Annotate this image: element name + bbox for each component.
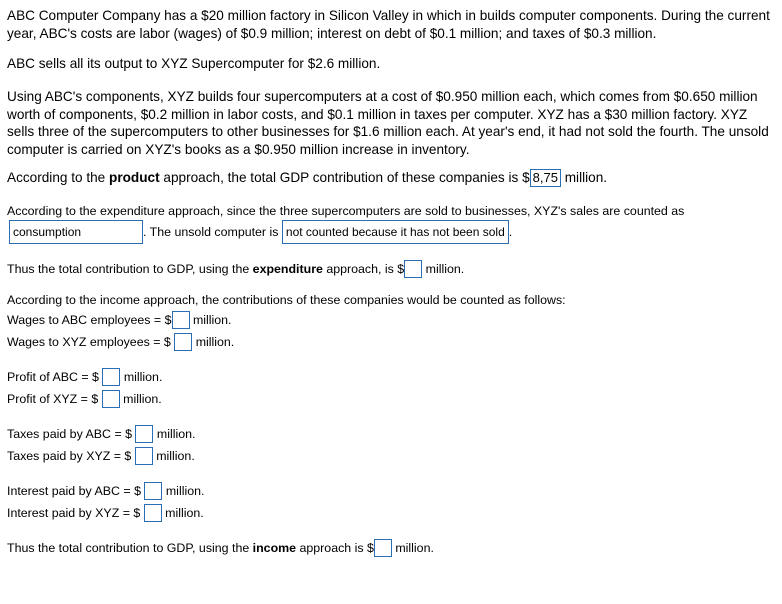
expenditure-end-text: . xyxy=(508,224,513,239)
profit-abc-suffix: million. xyxy=(120,369,163,384)
interest-abc-suffix: million. xyxy=(162,483,205,498)
product-bold: product xyxy=(109,170,160,186)
wages-abc-row xyxy=(7,311,232,329)
taxes-abc-label: Taxes paid by ABC = $ xyxy=(7,426,136,441)
exp-total-bold: expenditure xyxy=(252,261,323,276)
sales-counted-as-select[interactable]: consumption xyxy=(9,220,143,244)
wages-abc-label: Wages to ABC employees = $ xyxy=(7,312,172,327)
exp-total-suffix: million. xyxy=(422,261,465,276)
wages-xyz-row xyxy=(7,333,234,351)
interest-xyz-suffix: million. xyxy=(161,505,204,520)
expenditure-total-question xyxy=(7,260,464,278)
income-total-text-2: approach is $ xyxy=(296,540,374,555)
expenditure-total-input[interactable] xyxy=(404,260,422,278)
taxes-abc-suffix: million. xyxy=(153,426,196,441)
income-total-bold: income xyxy=(252,540,297,555)
profit-xyz-row xyxy=(7,390,162,408)
exp-total-text-2: approach, is $ xyxy=(322,261,405,276)
taxes-xyz-suffix: million. xyxy=(152,448,195,463)
xyz-paragraph: Using ABC's components, XYZ builds four supercomputers at a cost of $0.950 million each, which comes from $0.650 million worth of components, $0.2 million in labor costs, and $0.1 million in taxes per computer. XYZ has a $30 million factory. XYZ sells three of the supercomputers to other businesses for $1.6 million each. At year's end, it had not sold the fourth. The unsold computer is carried on XYZ's books as a $0.950 million increase in inventory. xyxy=(7,89,769,157)
taxes-abc-row xyxy=(7,425,195,443)
taxes-xyz-row xyxy=(7,447,195,465)
taxes-abc-input[interactable] xyxy=(135,425,153,443)
wages-xyz-suffix: million. xyxy=(192,334,235,349)
product-question xyxy=(7,169,607,187)
expenditure-selects xyxy=(9,220,512,244)
profit-abc-row xyxy=(7,368,162,386)
interest-xyz-label: Interest paid by XYZ = $ xyxy=(7,505,144,520)
product-text: According to the xyxy=(7,170,110,186)
wages-xyz-input[interactable] xyxy=(174,333,192,351)
profit-xyz-label: Profit of XYZ = $ xyxy=(7,391,102,406)
exp-total-text: Thus the total contribution to GDP, using the xyxy=(7,261,253,276)
profit-xyz-input[interactable] xyxy=(102,390,120,408)
interest-xyz-row xyxy=(7,504,204,522)
interest-xyz-input[interactable] xyxy=(144,504,162,522)
profit-abc-input[interactable] xyxy=(102,368,120,386)
income-total-question xyxy=(7,539,434,557)
product-text-2: approach, the total GDP contribution of these companies is $ xyxy=(159,170,530,186)
intro-paragraph: ABC Computer Company has a $20 million factory in Silicon Valley in which in builds computer components. During the current year, ABC's costs are labor (wages) of $0.9 million; interest on debt of $0.1 million; and taxes of $0.3 million. xyxy=(7,8,770,41)
taxes-xyz-label: Taxes paid by XYZ = $ xyxy=(7,448,135,463)
profit-xyz-suffix: million. xyxy=(119,391,162,406)
expenditure-mid-text: . The unsold computer is xyxy=(143,224,282,239)
wages-abc-suffix: million. xyxy=(189,312,232,327)
income-total-input[interactable] xyxy=(374,539,392,557)
product-suffix: million. xyxy=(560,170,608,186)
income-total-text: Thus the total contribution to GDP, using the xyxy=(7,540,253,555)
taxes-xyz-input[interactable] xyxy=(135,447,153,465)
income-total-suffix: million. xyxy=(391,540,434,555)
wages-xyz-label: Wages to XYZ employees = $ xyxy=(7,334,175,349)
wages-abc-input[interactable] xyxy=(172,311,190,329)
income-intro: According to the income approach, the contributions of these companies would be counted as follows: xyxy=(7,293,566,307)
unsold-computer-select[interactable]: not counted because it has not been sold xyxy=(282,220,509,244)
profit-abc-label: Profit of ABC = $ xyxy=(7,369,103,384)
interest-abc-label: Interest paid by ABC = $ xyxy=(7,483,145,498)
product-gdp-input[interactable]: 8,75 xyxy=(530,169,561,187)
expenditure-question-line: According to the expenditure approach, since the three supercomputers are sold to businesses, XYZ's sales are counted as xyxy=(7,204,685,218)
interest-abc-input[interactable] xyxy=(144,482,162,500)
sells-paragraph: ABC sells all its output to XYZ Supercomputer for $2.6 million. xyxy=(7,56,381,71)
interest-abc-row xyxy=(7,482,204,500)
